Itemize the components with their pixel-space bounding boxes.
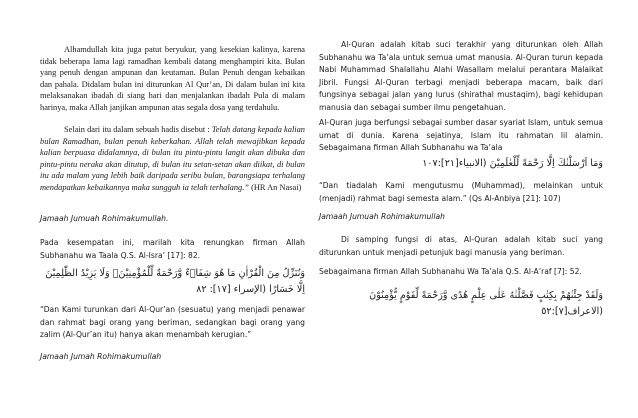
isra-translation: “Dan Kami turunkan dari Al-Qur’an (sesuatu) yang menjadi penawar dan rahmat bagi orang yang beriman, sedangkan bagi orang yang zalim (Al-Qur’an itu) hanya akan menambah kerugian.” bbox=[40, 305, 305, 339]
jamaah-heading-1: Jamaah Jumuah Rohimakumullah. bbox=[40, 214, 169, 223]
jamaah-heading-right: Jamaah Jumuah Rohimakumullah bbox=[319, 212, 445, 221]
hadith-intro: Selain dari itu dalam sebuah hadis disebut : bbox=[64, 125, 212, 134]
intro-paragraph: Alhamdullah kita juga patut beryukur, yang kesekian kalinya, karena tidak beberapa lama lagi ramadhan kembali datang menghampiri kita. Bulan yang penuh dengan ampunan dan keutaman. Bulan Penuh dengan kebaikan dan pahala. Didalam bulan ini diturunkan Al Qur’an, Di dalam bulan ini kita melaksanakan ibadah di siang hari dan menjalankan ibadah Pula di malam harinya, maka Allah janjikan ampunan atas segala dosa yang terdahulu. bbox=[40, 45, 305, 112]
guidance-paragraph: Di samping fungsi di atas, Al-Quran adalah kitab suci yang diturunkan untuk menjadi petunjuk bagi manusia yang beriman. bbox=[319, 235, 603, 257]
quran-intro-paragraph: Al-Quran adalah kitab suci terakhir yang diturunkan oleh Allah Subhanahu wa Ta’ala untuk semua umat manusia. Al-Quran turun kepada Nabi Muhammad Shalallahu Alahi Wasallam melalui perantara Malaikat Jibril. Fungsi Al-Quran terbagi menjadi beberapa macam, baik dari fungsinya sebagai jalan yang lurus (shirathal mustaqim), bagi kehidupan manusia dan sebagai sumber ilmu pengetahuan. bbox=[319, 40, 603, 112]
arabic-verse-anbiya: وَمَا اَرْسَلْنٰكَ اِلَّا رَحْمَةً لِّلْعٰلَمِيْنَ (الانبياء[٢١]:١٠٧ bbox=[422, 158, 603, 169]
hadith-source: (HR An Nasai) bbox=[248, 182, 302, 192]
arabic-verse-araf: وَلَقَدْ جِئْنٰهُمْ بِكِتٰبٍ فَصَّلْنٰهُ عَلٰى عِلْمٍ هُدًى وَّرَحْمَةً لِّقَوْمٍ يُّؤْمِنُوْنَ (الاعراف[٧]:٥٢ bbox=[369, 290, 603, 317]
quran-syariat-paragraph: Al-Quran juga berfungsi sebagai sumber dasar syariat Islam, untuk semua umat di dunia. Karena sejatinya, Islam itu rahmatan lil alamin. Sebagaimana firman Allah Subhanahu wa Ta’ala bbox=[319, 118, 603, 152]
jamaah-heading-2: Jamaah Jumah Rohimakumullah bbox=[40, 352, 162, 361]
araf-intro-paragraph: Sebagaimana firman Allah Subhanahu Wa Ta’ala Q.S. Al-A’raf [7]: 52. bbox=[319, 267, 582, 276]
anbiya-translation: “Dan tiadalah Kami mengutusmu (Muhammad), melainkan untuk (menjadi) rahmat bagi semesta alam.” (Qs Al-Anbiya [21]: 107) bbox=[319, 181, 603, 203]
hadith-paragraph bbox=[40, 124, 305, 194]
hadith-quote: Telah datang kepada kalian bulan Ramadhan, bulan penuh keberkahan. Allah telah mewajibkan kepada kalian berpuasa didalamnya, di bulan itu pintu-pintu langit akan dibuka dan pintu-pintu neraka akan ditutup, di bulan itu setan-setan akan diikat, di bulan itu ada malam yang lebih baik daripada seribu bulan, barangsiapa terhalang mendapatkan kebaikannya maka sungguh ia telah terhalang.” bbox=[40, 125, 305, 192]
isra-intro-paragraph: Pada kesempatan ini, marilah kita renungkan firman Allah Subhanahu wa Taala Q.S. Al-Isra’ [17]: 82. bbox=[40, 238, 305, 260]
arabic-verse-isra: وَنُنَزِّلُ مِنَ الْقُرْاٰنِ مَا هُوَ شِفَاۤءٌ وَّرَحْمَةٌ لِّلْمُؤْمِنِيْنَۙ وَلَا يَزِيْدُ الظّٰلِمِيْنَ اِلَّا خَسَارًا (الإسراء [١٧]: ٨٢ bbox=[45, 268, 305, 295]
